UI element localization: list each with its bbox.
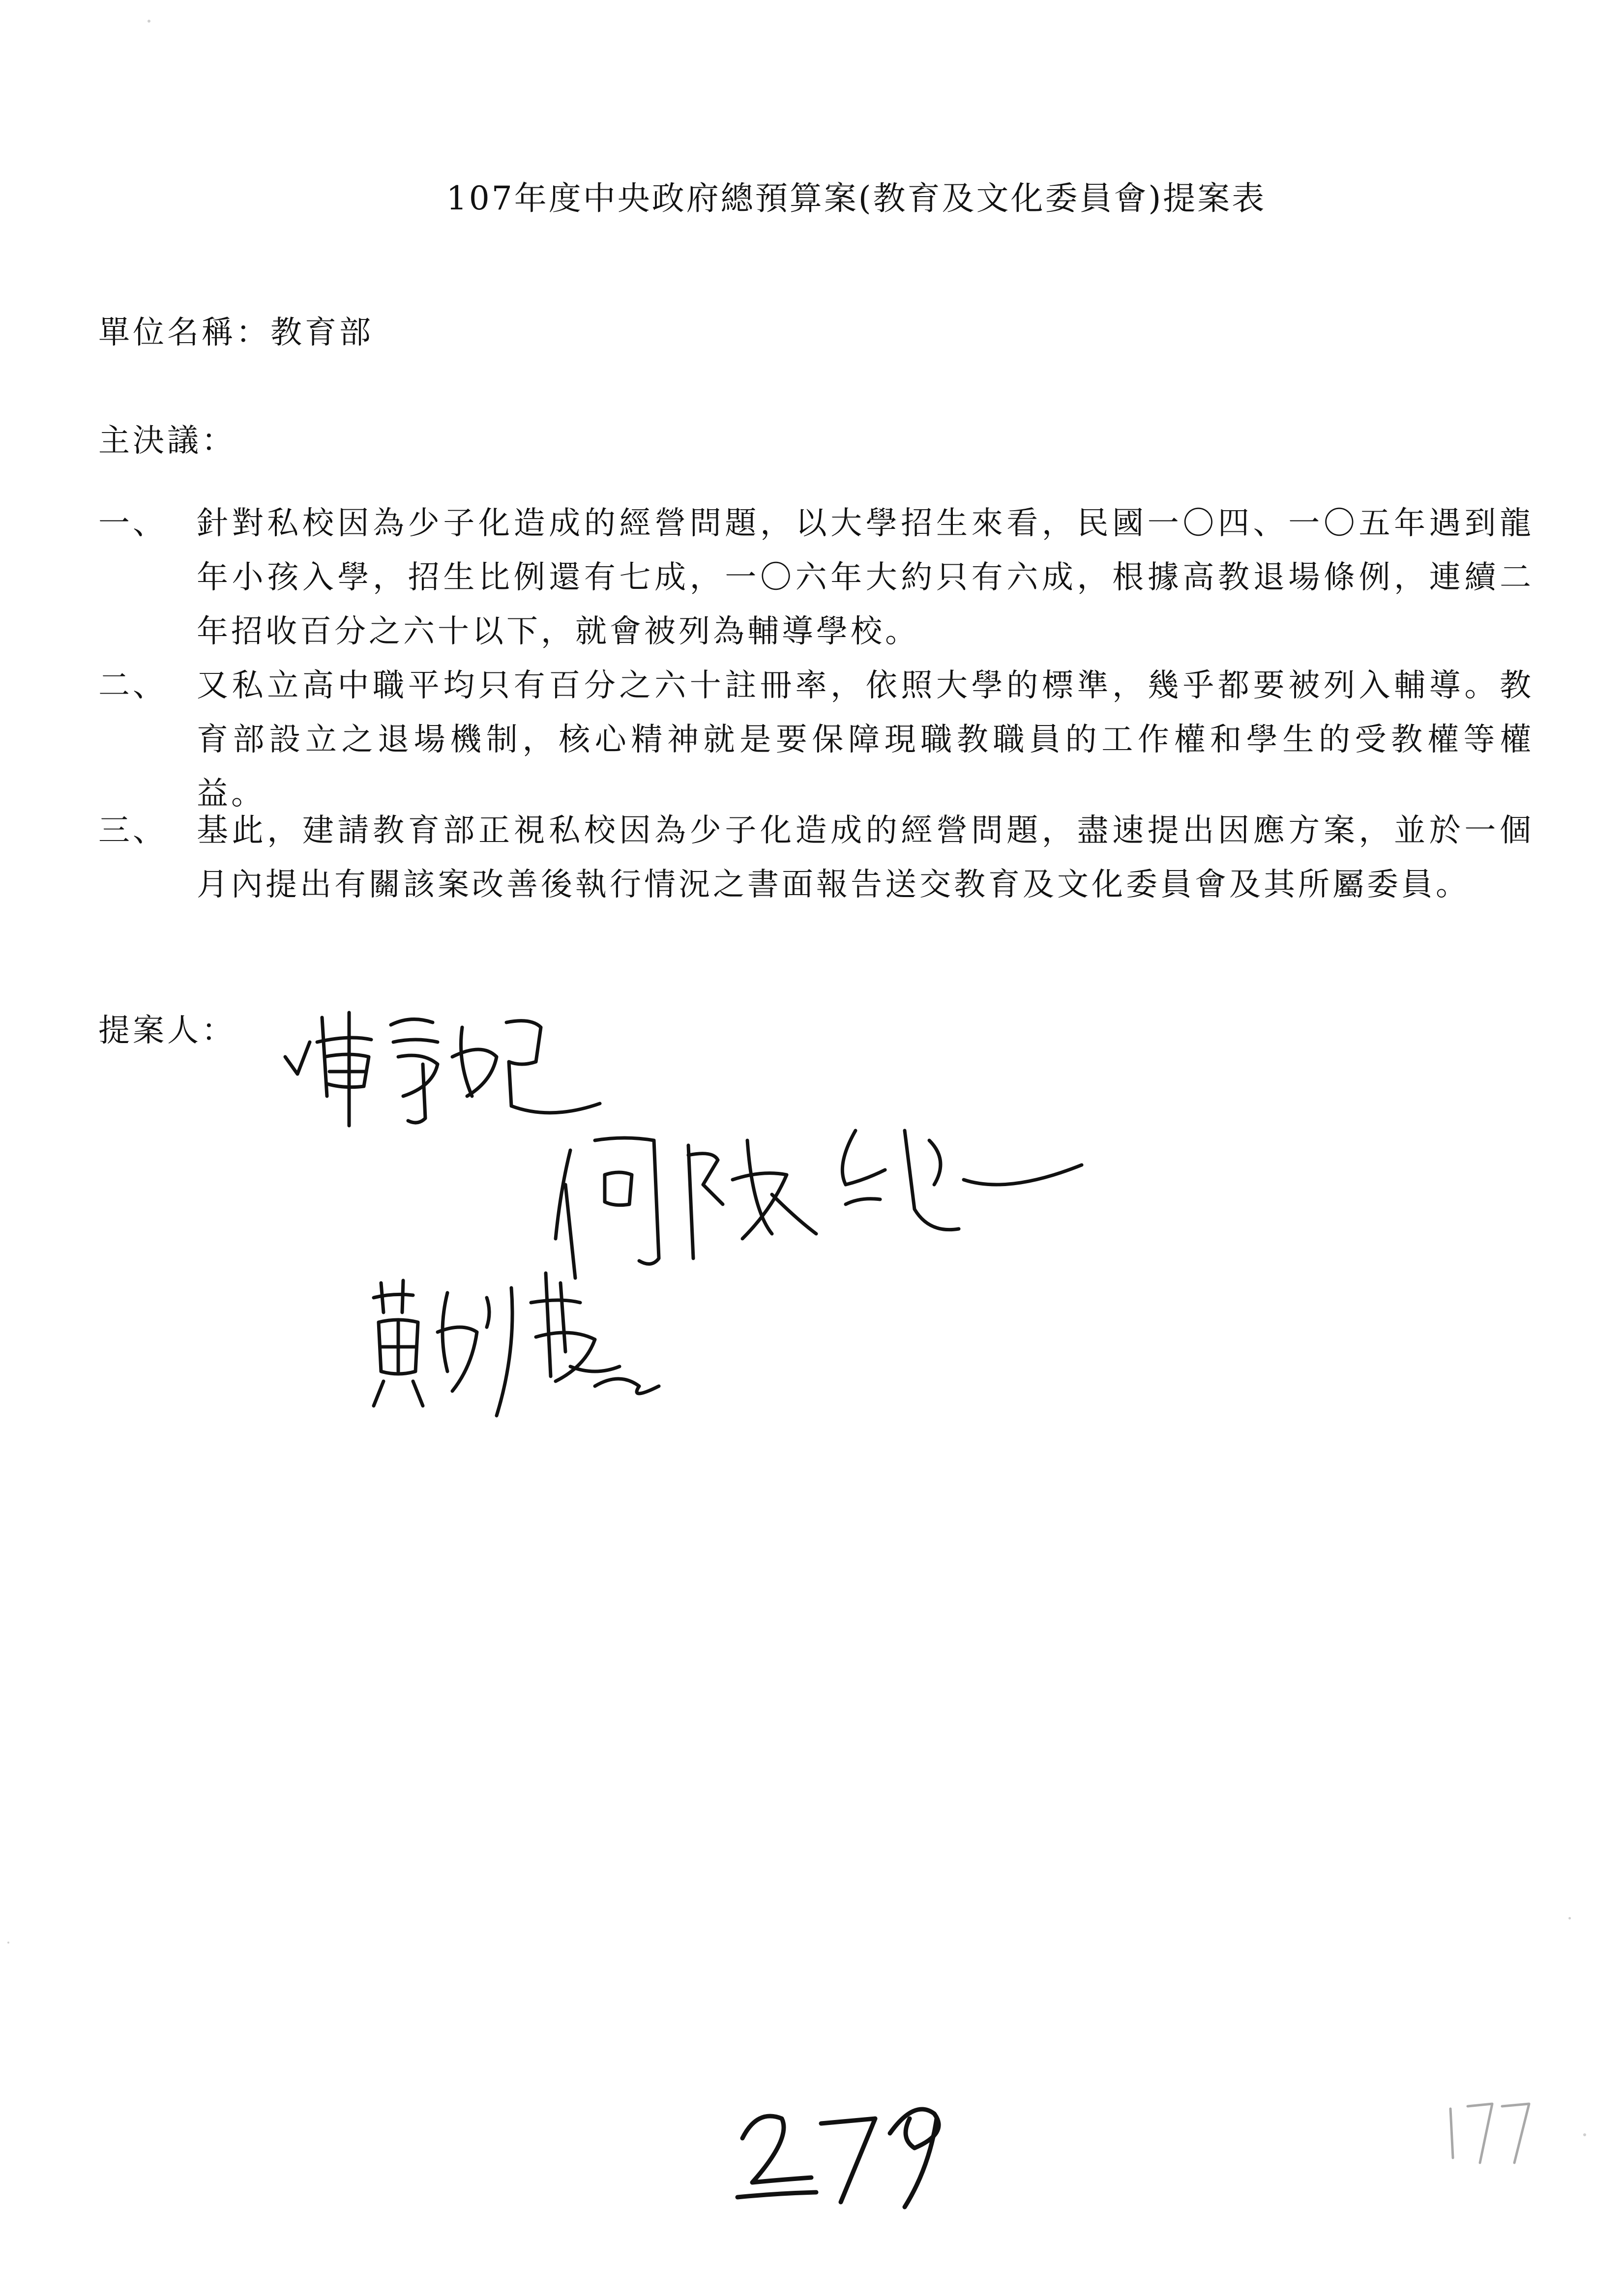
- item-text: 又私立高中職平均只有百分之六十註冊率，依照大學的標準，幾乎都要被列入輔導。教育部設立之退場機制，核心精神就是要保障現職教職員的工作權和學生的受教權等權益。: [197, 668, 1534, 812]
- resolution-item-1: [98, 496, 1534, 659]
- scan-speck: [1568, 1917, 1571, 1919]
- document-title: 107年度中央政府總預算案(教育及文化委員會)提案表: [446, 179, 1267, 217]
- resolution-item-3: [98, 804, 1534, 912]
- item-number: 二、: [98, 668, 167, 704]
- item-text: 基此，建請教育部正視私校因為少子化造成的經營問題，盡速提出因應方案，並於一個月內提出有關該案改善後執行情況之書面報告送交教育及文化委員會及其所屬委員。: [197, 813, 1534, 903]
- unit-name: 單位名稱：教育部: [98, 315, 374, 351]
- resolution-label: 主決議：: [98, 423, 236, 459]
- item-number: 三、: [98, 813, 167, 849]
- secondary-page-number: [1441, 2084, 1554, 2173]
- page-number: [728, 2064, 974, 2212]
- signature-2: [541, 1111, 1106, 1288]
- signature-3: [364, 1253, 679, 1430]
- resolution-item-2: [98, 659, 1534, 821]
- scan-speck: [7, 1942, 9, 1944]
- scan-speck: [148, 20, 150, 23]
- signature-1: [275, 983, 610, 1140]
- scan-speck: [1583, 2133, 1586, 2136]
- proposer-label: 提案人：: [98, 1013, 236, 1049]
- item-number: 一、: [98, 505, 167, 542]
- item-text: 針對私校因為少子化造成的經營問題，以大學招生來看，民國一〇四、一〇五年遇到龍年小孩入學，招生比例還有七成，一〇六年大約只有六成，根據高教退場條例，連續二年招收百分之六十以下，就會被列為輔導學校。: [197, 505, 1534, 650]
